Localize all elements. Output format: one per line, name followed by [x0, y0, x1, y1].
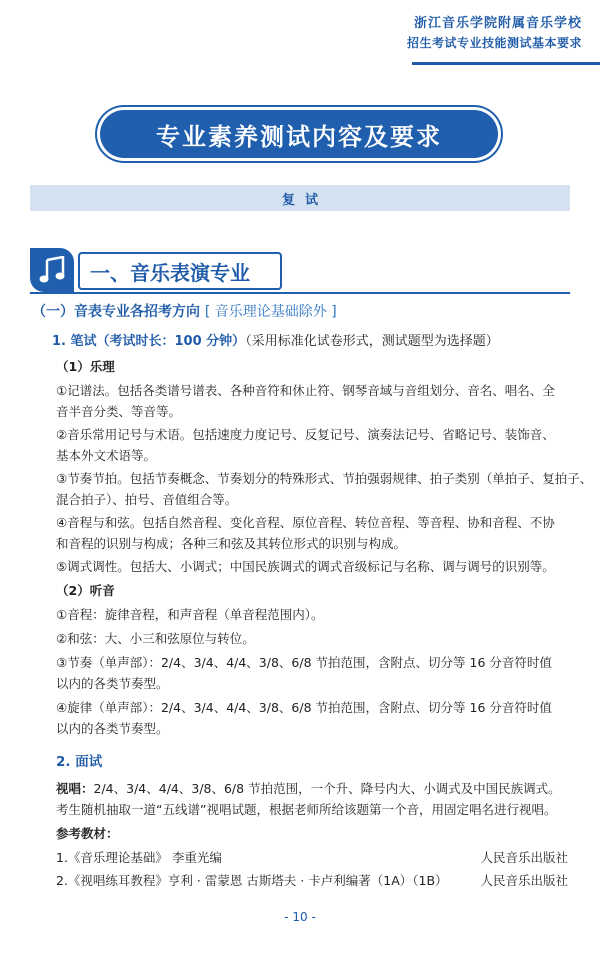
shichang-text: 2/4、3/4、4/4、3/8、6/8 节拍范围，一个升、降号内大、小调式及中国民族调式。 [93, 781, 561, 796]
written-title: 1. 笔试（考试时长：100 分钟） [52, 334, 246, 349]
yueli-line-8: 和音程的识别与构成；各种三和弦及其转位形式的识别与构成。 [56, 536, 407, 551]
banner-title: 专业素养测试内容及要求 [156, 122, 442, 151]
section-underline [30, 292, 570, 294]
tingyin-line-2: ②和弦：大、小三和弦原位与转位。 [56, 631, 255, 646]
ref-book-2: 2.《视唱练耳教程》亨利 · 雷蒙恩 古斯塔夫 · 卡卢利编著（1A）（1B） [56, 873, 448, 888]
yueli-line-5: ③节奏节拍。包括节奏概念、节奏划分的特殊形式、节拍强弱规律、拍子类别（单拍子、复拍子、 [56, 471, 593, 486]
yueli-line-7: ④音程与和弦。包括自然音程、变化音程、原位音程、转位音程、等音程、协和音程、不协 [56, 515, 555, 530]
tingyin-line-4: 以内的各类节奏型。 [56, 676, 169, 691]
written-note: （采用标准化试卷形式，测试题型为选择题） [245, 334, 499, 349]
ref-publisher-2: 人民音乐出版社 [480, 873, 568, 888]
fushi-bar [30, 185, 570, 211]
music-note-icon [30, 248, 74, 292]
page-number: - 10 - [284, 910, 316, 924]
shichang-line [56, 778, 561, 799]
section-title: 一、音乐表演专业 [90, 260, 250, 285]
sub1-note: [ 音乐理论基础除外 ] [204, 304, 337, 320]
interview-title: 2. 面试 [56, 754, 103, 770]
fushi-label: 复试 [281, 192, 328, 208]
ref-label: 参考教材： [56, 826, 119, 841]
tingyin-line-6: 以内的各类节奏型。 [56, 721, 169, 736]
section-title-box [78, 252, 282, 290]
tingyin-title: （2）听音 [56, 583, 115, 598]
header-school-name: 浙江音乐学院附属音乐学校 [413, 16, 582, 31]
yueli-title: （1）乐理 [56, 359, 115, 374]
interview-line-2: 考生随机抽取一道“五线谱”视唱试题，根据老师所给该题第一个音，用固定唱名进行视唱。 [56, 802, 557, 817]
tingyin-line-3: ③节奏（单声部）：2/4、3/4、4/4、3/8、6/8 节拍范围，含附点、切分等 16 分音符时值 [56, 655, 552, 670]
yueli-line-4: 基本外文术语等。 [56, 448, 157, 463]
header-accent-bar [412, 62, 600, 65]
yueli-line-9: ⑤调式调性。包括大、小调式；中国民族调式的调式音级标记与名称、调与调号的识别等。 [56, 559, 555, 574]
main-banner [100, 110, 498, 158]
yueli-line-3: ②音乐常用记号与术语。包括速度力度记号、反复记号、演奏法记号、省略记号、装饰音、 [56, 427, 555, 442]
tingyin-line-5: ④旋律（单声部）：2/4、3/4、4/4、3/8、6/8 节拍范围，含附点、切分等 16 分音符时值 [56, 700, 552, 715]
sub1-title: （一）音表专业各招考方向 [32, 304, 200, 320]
header-subtitle: 招生考试专业技能测试基本要求 [406, 36, 582, 50]
written-heading [52, 331, 499, 352]
shichang-label: 视唱： [56, 781, 94, 796]
ref-book-1: 1.《音乐理论基础》 李重光编 [56, 850, 222, 865]
yueli-line-2: 音半音分类、等音等。 [56, 404, 182, 419]
yueli-line-1: ①记谱法。包括各类谱号谱表、各种音符和休止符、钢琴音域与音组划分、音名、唱名、全 [56, 383, 555, 398]
tingyin-line-1: ①音程：旋律音程，和声音程（单音程范围内）。 [56, 607, 324, 622]
yueli-line-6: 混合拍子）、拍号、音值组合等。 [56, 492, 238, 507]
sub1-heading [32, 302, 337, 323]
ref-publisher-1: 人民音乐出版社 [480, 850, 568, 865]
